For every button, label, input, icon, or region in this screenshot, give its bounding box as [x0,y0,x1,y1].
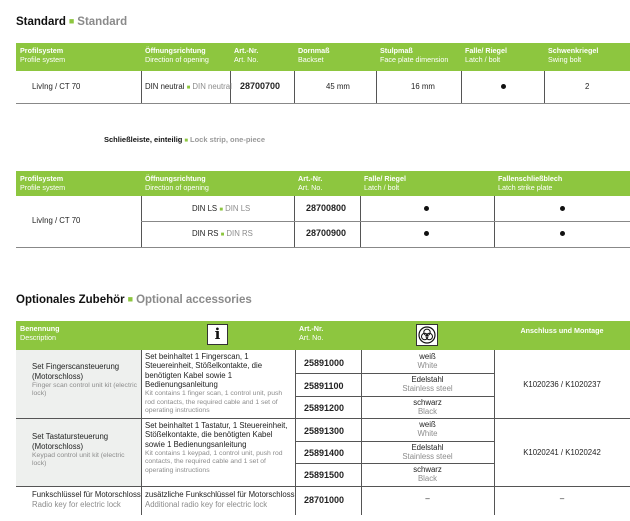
item-info [145,421,293,475]
direction-de: DIN LS [192,204,218,213]
header-de: Benennung [20,324,60,333]
faceplate-value: 16 mm [411,82,435,91]
name-en: Radio key for electric lock [32,500,121,509]
art-no-value: 25891500 [304,470,345,480]
row-divider [141,221,630,222]
header-de: Fallenschließblech [498,174,563,183]
header-art-no [230,43,294,71]
direction-en: DIN LS [225,204,251,213]
color-en: Stainless steel [402,384,453,393]
connection-value: K1020241 / K1020242 [523,448,601,457]
connection-value: – [559,494,565,503]
header-direction [141,43,230,71]
backset-value: 45 mm [326,82,350,91]
color-value [361,375,494,393]
direction-en: DIN neutral [192,82,232,91]
header-profile [16,171,141,196]
header-de: Schwenkriegel [548,46,599,55]
row-divider [295,373,494,374]
header-de: Art.-Nr. [298,174,323,183]
header-backset [294,43,376,71]
color-en: White [417,361,438,370]
header-direction [141,171,294,196]
profile-value: LivIng / CT 70 [32,82,81,91]
header-swing-bolt [544,43,630,71]
item-info [145,490,295,510]
color-wheel-icon [416,324,438,346]
title-en: Lock strip, one-piece [189,135,266,144]
strike-plate-dot-icon [560,206,565,211]
row-divider [16,103,630,104]
col-divider [294,71,295,103]
col-divider [376,71,377,103]
strike-plate-dot-icon [560,231,565,236]
header-en: Description [20,333,56,342]
header-art-no [295,321,361,350]
header-profile [16,43,141,71]
header-latch-bolt [360,171,494,196]
bullet-icon: ■ [186,85,191,91]
color-value [361,465,494,483]
color-en: Stainless steel [402,452,453,461]
direction-en: DIN RS [226,229,253,238]
item-name [32,432,140,469]
header-de: Falle/ Riegel [364,174,406,183]
bullet-icon: ■ [220,232,225,238]
bullet-icon: ■ [127,294,134,304]
section-title-standard [16,16,127,28]
header-en: Latch strike plate [498,183,553,192]
color-value: – [425,494,430,503]
connection-value: K1020236 / K1020237 [523,380,601,389]
direction-value [192,229,253,238]
latch-bolt-dot-icon [424,206,429,211]
color-de: schwarz [413,398,442,407]
section-title-lock-strip [104,135,265,144]
info-de: Set beinhaltet 1 Fingerscan, 1 Steuereinheit, Stößelkontakte, die benötigten Kabel sowie 1 Bedienungsanleitung [145,352,263,389]
header-art-no [294,171,360,196]
header-de: Profilsystem [20,46,64,55]
header-de: Dornmaß [298,46,330,55]
art-no-value: 28701000 [304,495,345,505]
header-en: Direction of opening [145,183,209,192]
header-faceplate [376,43,461,71]
item-name [32,490,141,510]
name-en: Finger scan control unit kit (electric lock) [32,382,138,398]
header-en: Direction of opening [145,55,209,64]
color-de: weiß [419,420,436,429]
header-en: Profile system [20,55,66,64]
row-divider [295,441,494,442]
info-icon: i [207,324,228,345]
title-de: Schließleiste, einteilig [104,135,183,144]
name-de: Set Tastatursteuerung (Motorschloss) [32,432,109,451]
header-de: Öffnungsrichtung [145,46,206,55]
header-en: Latch / bolt [465,55,501,64]
color-en: Black [417,474,438,483]
color-de: schwarz [413,465,442,474]
art-no-value: 28700900 [306,228,347,238]
color-value [361,398,494,416]
col-divider [544,71,545,103]
section-title-accessories [16,294,252,306]
header-de: Öffnungsrichtung [145,174,206,183]
direction-de: DIN RS [192,229,219,238]
color-value [361,352,494,370]
name-en: Keypad control unit kit (electric lock) [32,452,125,468]
title-de: Optionales Zubehör [16,294,125,306]
color-en: White [417,429,438,438]
header-en: Latch / bolt [364,183,400,192]
art-no-value: 28700700 [240,81,281,91]
title-en: Optional accessories [136,294,252,306]
latch-bolt-dot-icon [501,84,506,89]
row-divider [295,396,494,397]
header-en: Art. No. [299,333,324,342]
title-de: Standard [16,16,66,28]
art-no-value: 25891400 [304,448,345,458]
header-en: Profile system [20,183,66,192]
row-divider [16,486,630,487]
color-de: weiß [419,352,436,361]
latch-bolt-dot-icon [424,231,429,236]
info-de: zusätzliche Funkschlüssel für Motorschloss [145,490,295,499]
info-de: Set beinhaltet 1 Tastatur, 1 Steuereinheit, Stößelkontakte, die benötigten Kabel sowie 1 Bedienungsanleitung [145,421,288,449]
art-no-value: 25891100 [304,381,344,391]
bullet-icon: ■ [184,138,188,144]
art-no-value: 25891000 [304,358,345,368]
row-divider [16,247,630,248]
header-de: Anschluss und Montage [520,326,604,335]
col-divider [141,71,142,103]
info-en: Kit contains 1 finger scan, 1 control unit, push rod contacts, the required cable and 1 set of operating instructions [145,390,283,414]
header-de: Falle/ Riegel [465,46,507,55]
col-divider [141,350,142,515]
bullet-icon: ■ [68,16,75,26]
color-value [361,443,494,461]
col-divider [295,350,296,515]
info-en: Additional radio key for electric lock [145,500,268,509]
name-de: Set Fingerscansteuerung (Motorschloss) [32,362,120,381]
profile-value: LivIng / CT 70 [32,216,81,225]
info-en: Kit contains 1 keypad, 1 control unit, push rod contacts, the required cable and 1 set of operating instructions [145,449,283,474]
header-en: Art. No. [234,55,259,64]
direction-de: DIN neutral [145,82,185,91]
header-description [16,321,141,350]
swing-bolt-value: 2 [585,82,590,91]
header-en: Art. No. [298,183,323,192]
color-value [361,420,494,438]
item-info [145,352,293,415]
row-divider [295,463,494,464]
header-de: Profilsystem [20,174,64,183]
art-no-value: 25891300 [304,426,345,436]
color-en: Black [417,407,438,416]
title-en: Standard [77,16,128,28]
direction-value [145,82,232,91]
header-connection [494,321,630,350]
header-de: Stulpmaß [380,46,413,55]
header-de: Art.-Nr. [299,324,324,333]
header-de: Art.-Nr. [234,46,259,55]
col-divider [461,71,462,103]
color-de: Edelstahl [411,375,444,384]
art-no-value: 25891200 [304,403,345,413]
header-en: Backset [298,55,324,64]
bullet-icon: ■ [219,207,223,213]
direction-value [192,204,250,213]
header-en: Swing bolt [548,55,582,64]
col-divider [494,350,495,515]
item-name [32,362,140,399]
header-en: Face plate dimension [380,55,449,64]
header-latch-bolt [461,43,544,71]
art-no-value: 28700800 [306,203,347,213]
name-de: Funkschlüssel für Motorschloss [32,490,141,499]
color-de: Edelstahl [411,443,444,452]
header-strike-plate [494,171,630,196]
